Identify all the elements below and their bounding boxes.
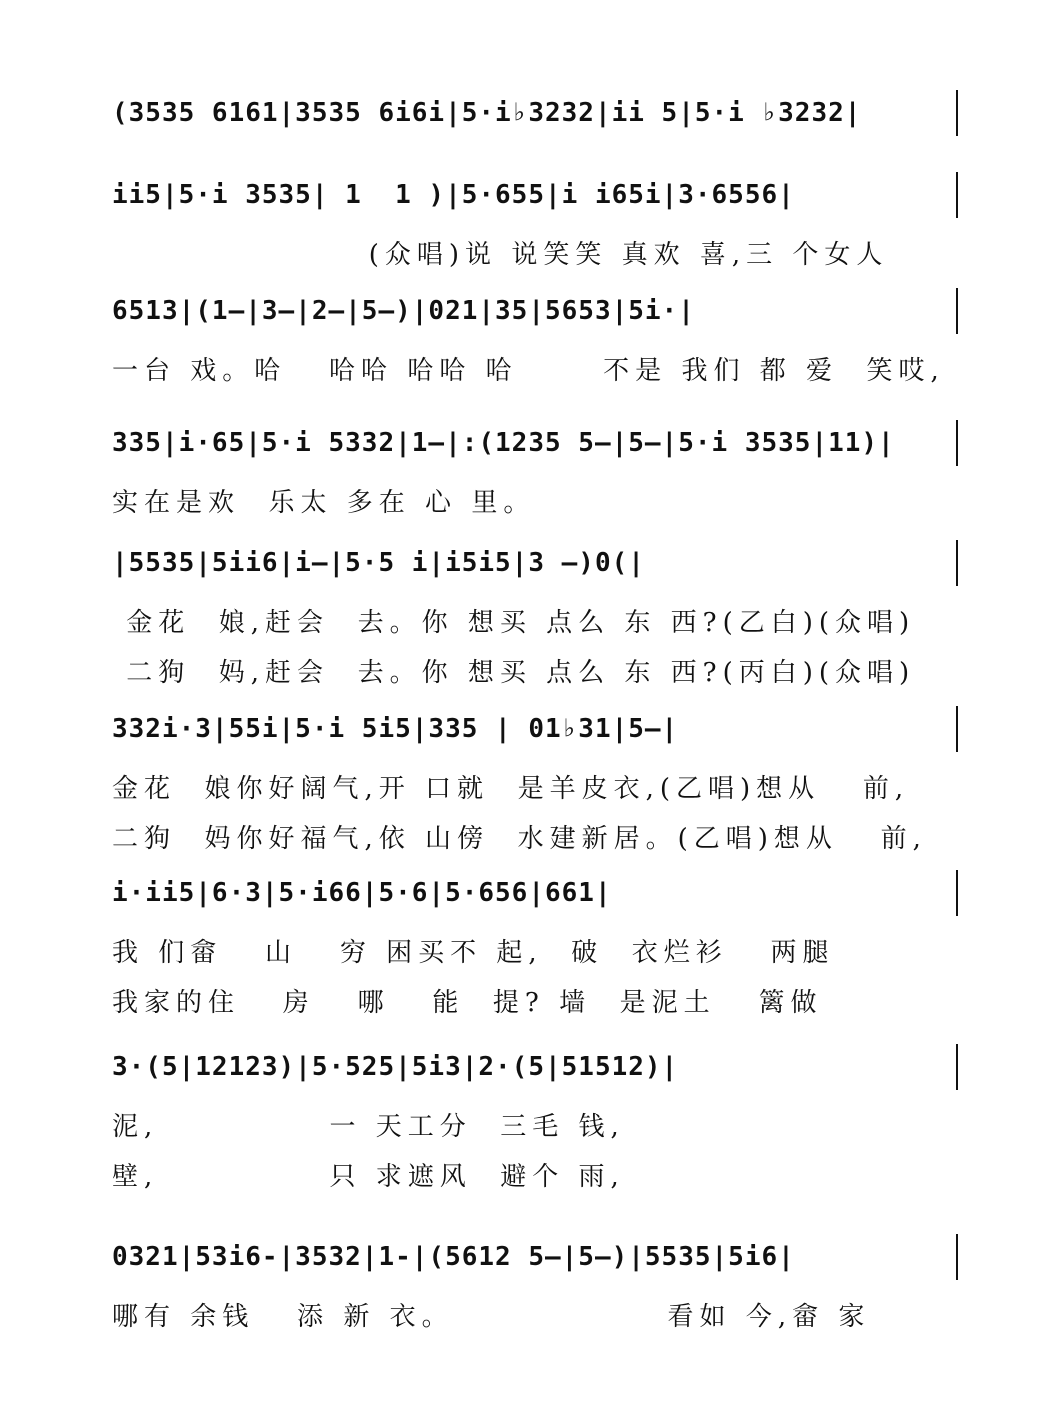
notation-line: ii5|5·i 3535| 1 1 )|5·655|i i65i|3·6556| xyxy=(112,180,795,210)
lyric-line: 实在是欢 乐太 多在 心 里。 xyxy=(112,488,536,518)
barline xyxy=(956,288,958,334)
notation-line: 335|i·65|5·i 5332|1—|:(1235 5—|5—|5·i 3535|11)| xyxy=(112,428,895,458)
lyric-line: 金花 娘你好阔气,开 口就 是羊皮衣,(乙唱)想从 前, xyxy=(112,774,910,804)
notation-line: (3535 6161|3535 6i6i|5·i♭3232|ii 5|5·i ♭3232| xyxy=(112,98,862,128)
score-system-5 xyxy=(112,528,958,698)
lyric-line: 金花 娘,赶会 去。你 想买 点么 东 西?(乙白)(众唱) xyxy=(112,608,916,638)
score-system-7 xyxy=(112,858,958,1028)
notation-line: 0321|53i6-|3532|1-|(5612 5—|5—)|5535|5i6| xyxy=(112,1242,795,1272)
lyric-line: 二狗 妈,赶会 去。你 想买 点么 东 西?(丙白)(众唱) xyxy=(112,658,916,688)
lyric-line: 一台 戏。哈 哈哈 哈哈 哈 不是 我们 都 爱 笑哎, xyxy=(112,356,945,386)
notation-line: 6513|(1—|3—|2—|5—)|021|35|5653|5i·| xyxy=(112,296,695,326)
barline xyxy=(956,1044,958,1090)
barline xyxy=(956,870,958,916)
lyric-line: 哪有 余钱 添 新 衣。 看如 今,畲 家 xyxy=(112,1302,871,1332)
lyric-line: 我家的住 房 哪 能 提? 墙 是泥土 篱做 xyxy=(112,988,823,1018)
lyric-line: 壁, 只 求遮风 避个 雨, xyxy=(112,1162,625,1192)
lyric-line: 二狗 妈你好福气,依 山傍 水建新居。(乙唱)想从 前, xyxy=(112,824,927,854)
barline xyxy=(956,1234,958,1280)
notation-line: i·ii5|6·3|5·i66|5·6|5·656|661| xyxy=(112,878,612,908)
lyric-line: (众唱)说 说笑笑 真欢 喜,三 个女人 xyxy=(112,240,889,270)
score-system-9 xyxy=(112,1222,958,1342)
score-system-6 xyxy=(112,694,958,864)
barline xyxy=(956,172,958,218)
notation-line: 332i·3|55i|5·i 5i5|335 | 01♭31|5—| xyxy=(112,714,679,744)
score-system-4 xyxy=(112,408,958,528)
notation-line: 3·(5|12123)|5·525|5i3|2·(5|51512)| xyxy=(112,1052,679,1082)
score-system-1 xyxy=(112,78,958,148)
barline xyxy=(956,90,958,136)
lyric-line: 我 们畲 山 穷 困买不 起, 破 衣烂衫 两腿 xyxy=(112,938,835,968)
barline xyxy=(956,706,958,752)
barline xyxy=(956,540,958,586)
barline xyxy=(956,420,958,466)
score-system-8 xyxy=(112,1032,958,1202)
lyric-line: 泥, 一 天工分 三毛 钱, xyxy=(112,1112,625,1142)
score-system-3 xyxy=(112,276,958,396)
score-system-2 xyxy=(112,160,958,280)
notation-line: |5535|5ii6|i—|5·5 i|i5i5|3 —)0(| xyxy=(112,548,645,578)
